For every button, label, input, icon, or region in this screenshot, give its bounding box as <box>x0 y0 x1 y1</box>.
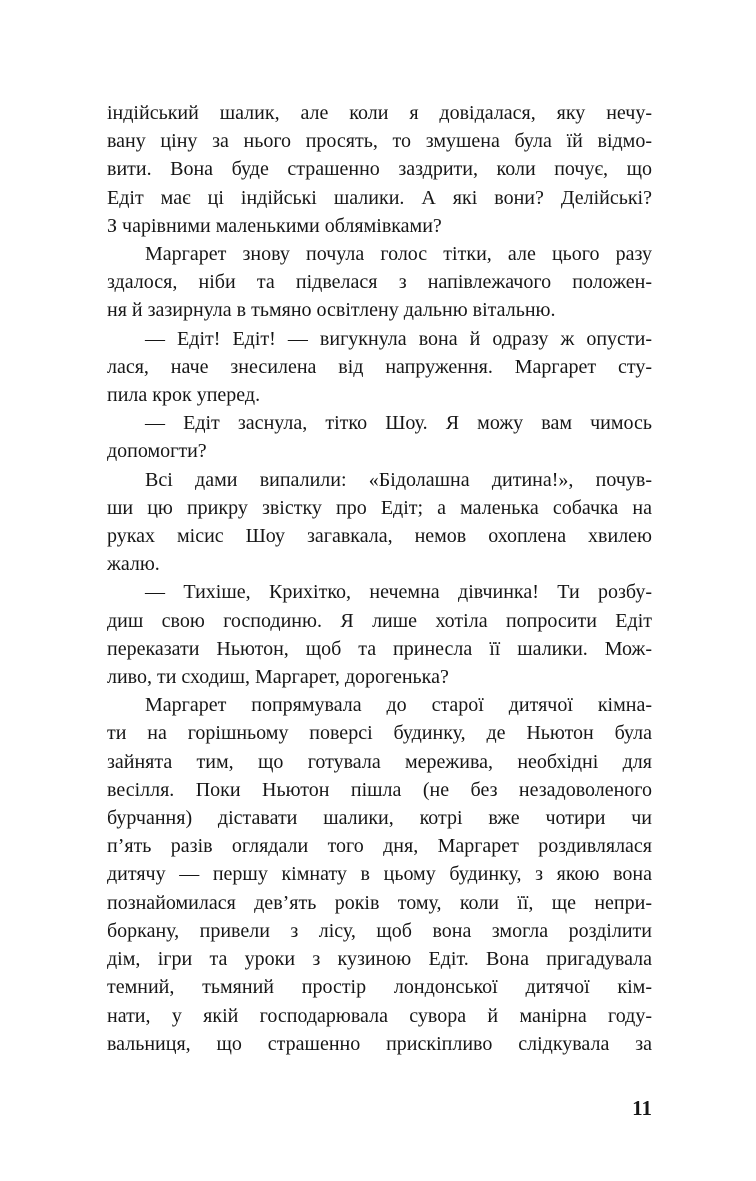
text-line: п’ять разів оглядали того дня, Маргарет роздивлялася <box>107 835 652 858</box>
text-line: індійський шалик, але коли я довідалася, яку нечу- <box>107 102 652 124</box>
text-line: ливо, ти сходиш, Маргарет, дорогенька? <box>107 666 449 689</box>
text-line: Всі дами випалили: «Бідолашна дитина!», почув- <box>145 468 652 491</box>
paragraph <box>107 240 652 325</box>
text-line: вити. Вона буде страшенно заздрити, коли почує, що <box>107 158 652 181</box>
text-line: здалося, ніби та підвелася з напівлежачого положен- <box>107 271 652 294</box>
text-line: жалю. <box>107 553 160 576</box>
text-line: нати, у якій господарювала сувора й манірна году- <box>107 1004 652 1027</box>
text-line: вану ціну за нього просять, то змушена була їй відмо- <box>107 130 652 153</box>
text-line: переказати Ньютон, щоб та принесла її шалики. Мож- <box>107 637 652 660</box>
text-line: ши цю прикру звістку про Едіт; а маленька собачка на <box>107 496 652 519</box>
paragraph <box>107 466 652 579</box>
text-line: Маргарет знову почула голос тітки, але цього разу <box>145 243 652 266</box>
text-line: дім, ігри та уроки з кузиною Едіт. Вона пригадувала <box>107 948 652 971</box>
text-line: дитячу — першу кімнату в цьому будинку, з якою вона <box>107 863 652 886</box>
paragraph <box>107 691 652 1058</box>
text-line: лася, наче знесилена від напруження. Маргарет сту- <box>107 355 652 378</box>
paragraph <box>107 409 652 465</box>
text-line: весілля. Поки Ньютон пішла (не без незадоволеного <box>107 778 652 801</box>
text-line: бурчання) діставати шалики, котрі вже чотири чи <box>107 807 652 830</box>
text-line: — Едіт! Едіт! — вигукнула вона й одразу ж опусти- <box>145 327 652 350</box>
text-line: вальниця, що страшенно прискіпливо слідкувала за <box>107 1032 652 1055</box>
text-line: З чарівними маленькими облямівками? <box>107 214 442 237</box>
paragraph <box>107 99 652 240</box>
text-line: ти на горішньому поверсі будинку, де Ньютон була <box>107 722 652 745</box>
text-line: руках місис Шоу загавкала, немов охоплена хвилею <box>107 525 652 548</box>
paragraph <box>107 578 652 691</box>
text-line: диш свою господиню. Я лише хотіла попросити Едіт <box>107 609 652 632</box>
text-line: темний, тьмяний простір лондонської дитячої кім- <box>107 976 652 999</box>
text-line: ня й зазирнула в тьмяно освітлену дальню вітальню. <box>107 299 556 322</box>
text-line: Едіт має ці індійські шалики. А які вони? Делійські? <box>107 186 652 209</box>
text-line: пила крок уперед. <box>107 384 261 407</box>
text-line: зайнята тим, що готувала мережива, необхідні для <box>107 750 652 773</box>
text-line: — Тихіше, Крихітко, нечемна дівчинка! Ти розбу- <box>145 581 652 604</box>
text-line: — Едіт заснула, тітко Шоу. Я можу вам чимось <box>145 412 652 435</box>
text-line: допомогти? <box>107 440 207 463</box>
text-line: Маргарет попрямувала до старої дитячої кімна- <box>145 694 652 717</box>
text-line: боркану, привели з лісу, щоб вона змогла розділити <box>107 919 652 942</box>
paragraph <box>107 325 652 410</box>
page-number: 11 <box>632 1096 652 1120</box>
text-line: познайомилася дев’ять років тому, коли її, ще непри- <box>107 891 652 914</box>
page-text <box>107 99 652 1058</box>
